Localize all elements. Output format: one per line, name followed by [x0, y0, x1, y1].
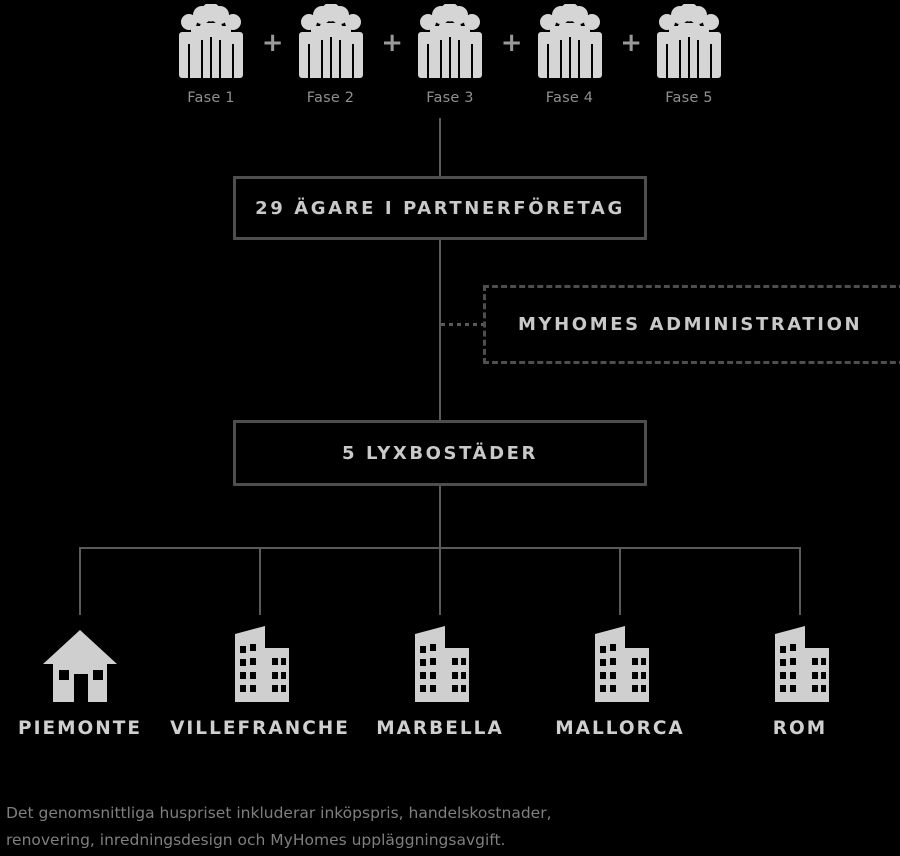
property-item-rom[interactable] — [710, 612, 890, 739]
owners-box[interactable] — [233, 176, 647, 240]
owners-box-label: 29 ÄGARE I PARTNERFÖRETAG — [255, 197, 625, 219]
footnote — [6, 800, 886, 854]
homes-box[interactable] — [233, 420, 647, 486]
property-item-villefranche[interactable] — [170, 612, 350, 739]
phase-item-1[interactable] — [170, 4, 252, 106]
people-group-icon — [175, 4, 247, 82]
phase-item-2[interactable] — [290, 4, 372, 106]
connector-property-3 — [439, 547, 441, 615]
connector-property-4 — [619, 547, 621, 615]
property-item-marbella[interactable] — [350, 612, 530, 739]
phase-item-3[interactable] — [409, 4, 491, 106]
phase-label: Fase 5 — [665, 90, 713, 106]
connector-property-2 — [259, 547, 261, 615]
people-group-icon — [295, 4, 367, 82]
connector-phases-to-owners — [439, 118, 441, 176]
apartment-building-icon — [759, 612, 841, 704]
people-group-icon — [414, 4, 486, 82]
phase-item-4[interactable] — [529, 4, 611, 106]
phase-label: Fase 2 — [306, 90, 355, 106]
property-label: PIEMONTE — [18, 718, 142, 739]
administration-box[interactable] — [483, 285, 900, 364]
homes-box-label: 5 LYXBOSTÄDER — [341, 442, 539, 464]
property-label: MARBELLA — [376, 718, 504, 739]
phase-label: Fase 1 — [187, 90, 235, 106]
phase-label: Fase 3 — [426, 90, 474, 106]
phase-item-5[interactable] — [648, 4, 730, 106]
apartment-building-icon — [219, 612, 301, 704]
footnote-line-2: renovering, inredningsdesign och MyHomes uppläggningsavgift. — [6, 831, 506, 849]
property-label: MALLORCA — [555, 718, 685, 739]
administration-box-label: MYHOMES ADMINISTRATION — [518, 314, 863, 335]
connector-admin-dotted — [441, 323, 485, 326]
footnote-line-1: Det genomsnittliga huspriset inkluderar inköpspris, handelskostnader, — [6, 804, 552, 822]
apartment-building-icon — [399, 612, 481, 704]
plus-separator-1: + — [261, 28, 284, 58]
phase-label: Fase 4 — [545, 90, 594, 106]
properties-row — [0, 612, 900, 772]
plus-separator-3: + — [500, 28, 523, 58]
apartment-building-icon — [579, 612, 661, 704]
house-icon — [39, 612, 121, 704]
connector-property-5 — [799, 547, 801, 615]
property-item-piemonte[interactable] — [0, 612, 170, 739]
phase-row — [170, 4, 730, 119]
plus-separator-2: + — [381, 28, 404, 58]
plus-separator-4: + — [620, 28, 643, 58]
connector-property-1 — [79, 547, 81, 615]
property-item-mallorca[interactable] — [530, 612, 710, 739]
connector-homes-stem — [439, 486, 441, 548]
people-group-icon — [653, 4, 725, 82]
property-label: VILLEFRANCHE — [170, 718, 350, 739]
property-label: ROM — [772, 718, 828, 739]
people-group-icon — [534, 4, 606, 82]
connector-owners-to-homes — [439, 240, 441, 420]
